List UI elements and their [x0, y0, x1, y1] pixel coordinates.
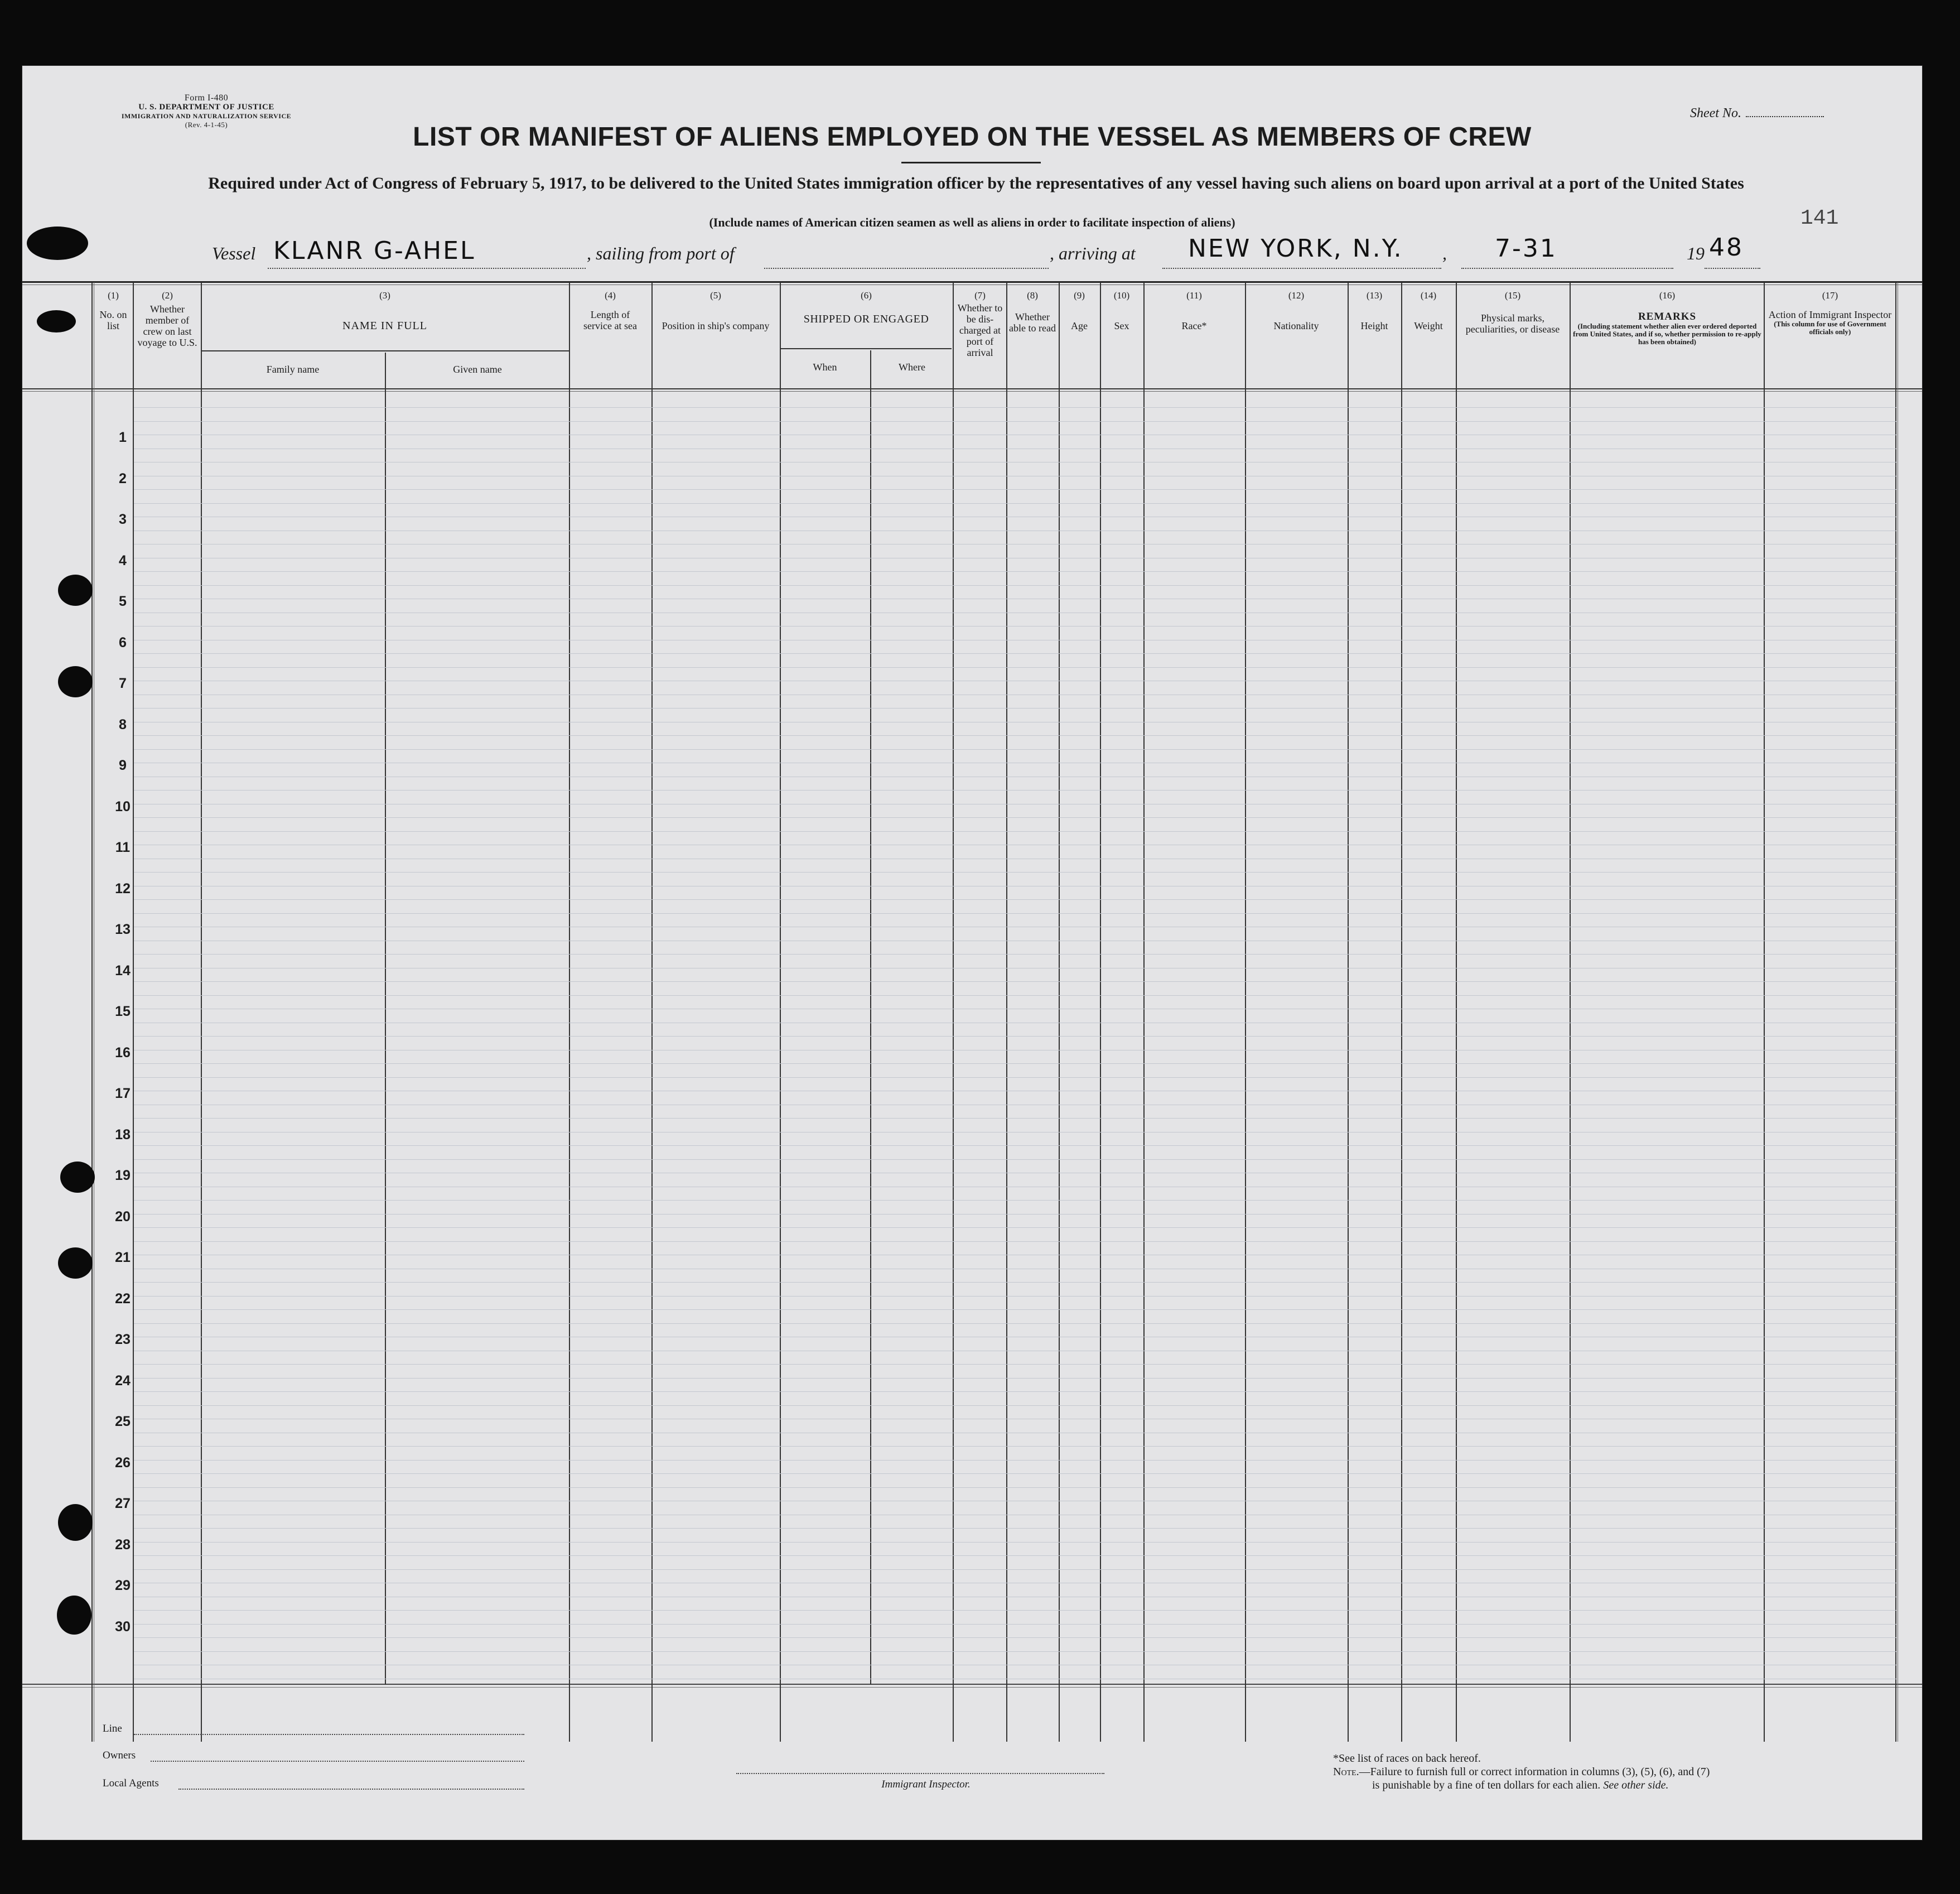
ruling-line [134, 1487, 1896, 1488]
ruling-line [134, 872, 1896, 873]
row-number: 14 [115, 962, 131, 979]
col-label: Whether to be dis-charged at port of arrival [957, 302, 1003, 358]
col-header-no [95, 290, 132, 331]
ruling-line [134, 1077, 1896, 1078]
row-number: 11 [115, 840, 131, 855]
col-number: (3) [379, 290, 390, 301]
col-header-position [656, 290, 775, 331]
binder-hole [58, 1504, 93, 1541]
col-header-height [1349, 290, 1400, 331]
row-number: 10 [115, 798, 131, 815]
col-header-remarks [1573, 290, 1761, 346]
row-number: 29 [115, 1578, 131, 1593]
row-number: 23 [115, 1332, 131, 1347]
binder-hole [58, 1247, 93, 1279]
col-number: (13) [1366, 290, 1383, 301]
line-field[interactable] [134, 1734, 524, 1735]
revision: (Rev. 4-1-45) [185, 121, 228, 129]
col-number: (9) [1074, 290, 1085, 301]
ruling-line [134, 1241, 1896, 1242]
ruling-line [134, 1391, 1896, 1392]
ruling-line [134, 817, 1896, 818]
col-label: Physical marks, peculiarities, or disease [1465, 312, 1560, 335]
col-number: (5) [710, 290, 721, 301]
col-label: Weight [1414, 320, 1443, 331]
col-header-shipped-engaged [780, 290, 953, 325]
col-number: (1) [108, 290, 119, 301]
row-number: 2 [119, 470, 127, 486]
ruling-line [134, 667, 1896, 668]
ruling-line [134, 1542, 1896, 1543]
local-agents-field[interactable] [178, 1789, 524, 1790]
ruling-line [134, 1159, 1896, 1160]
col-header-inspector-action [1766, 290, 1894, 336]
sailing-port-field[interactable] [764, 268, 1049, 269]
ruling-line [134, 1214, 1896, 1215]
row-number: 8 [119, 716, 127, 732]
row-number: 4 [119, 552, 127, 568]
row-number: 17 [115, 1086, 131, 1101]
ruling-line [134, 749, 1896, 750]
ruling-line [134, 1637, 1896, 1638]
row-number: 25 [115, 1414, 131, 1429]
col-label: SHIPPED OR ENGAGED [803, 313, 929, 325]
races-note: *See list of races on back hereof. [1333, 1752, 1481, 1765]
row-number: 5 [119, 594, 127, 609]
ruling-line [134, 421, 1896, 422]
col-label: Action of Immigrant Inspector [1768, 309, 1892, 320]
row-number: 18 [115, 1126, 131, 1143]
col-label: Length of service at sea [583, 309, 637, 331]
row-number: 28 [115, 1536, 131, 1553]
note-label: Note. [1333, 1766, 1359, 1778]
manifest-sheet [22, 66, 1922, 1840]
note-text: —Failure to furnish full or correct information in columns (3), (5), (6), and (7) [1359, 1766, 1710, 1778]
col-header-discharged [955, 290, 1005, 358]
title-underline [901, 162, 1041, 163]
owners-label: Owners [103, 1750, 136, 1761]
col-number: (8) [1027, 290, 1038, 301]
row-number: 21 [115, 1250, 131, 1265]
arriving-label: , arriving at [1050, 243, 1136, 263]
col-header-length-of-service [576, 290, 645, 331]
col-label: Position in ship's company [662, 320, 770, 331]
ruling-line [134, 571, 1896, 572]
ruling-line [134, 1118, 1896, 1119]
col-header-age [1060, 290, 1099, 331]
fine-note [1333, 1765, 1710, 1779]
row-number: 15 [115, 1004, 131, 1019]
row-number: 16 [115, 1044, 131, 1061]
year-suffix[interactable]: 48 [1709, 233, 1744, 262]
form-number: Form I-480 [184, 93, 229, 103]
ruling-line [134, 1036, 1896, 1037]
row-number: 6 [119, 634, 127, 650]
ruling-line [134, 503, 1896, 504]
page-title: LIST OR MANIFEST OF ALIENS EMPLOYED ON THE VESSEL AS MEMBERS OF CREW [413, 122, 1532, 152]
ruling-line [134, 1651, 1896, 1652]
ruling-line [134, 981, 1896, 982]
binder-hole [27, 226, 88, 260]
ruling-line [134, 1460, 1896, 1461]
col-header-physical-marks [1459, 290, 1566, 335]
row-number: 30 [115, 1618, 131, 1635]
sheet-number-label: Sheet No. [1690, 106, 1741, 121]
ruling-line [134, 1610, 1896, 1611]
col-number: (7) [974, 290, 986, 301]
ruling-line [134, 1555, 1896, 1556]
ruling-line [134, 407, 1896, 408]
ruling-line [134, 1063, 1896, 1064]
col-number: (17) [1822, 290, 1838, 301]
ruling-line [134, 1282, 1896, 1283]
ruling-line [134, 1405, 1896, 1406]
ruling-line [134, 831, 1896, 832]
arrival-date[interactable]: 7-31 [1495, 234, 1557, 263]
col-label: Height [1360, 320, 1388, 331]
inspector-signature-field[interactable] [736, 1773, 1104, 1774]
ruling-line [134, 585, 1896, 586]
service: IMMIGRATION AND NATURALIZATION SERVICE [121, 112, 292, 120]
ruling-line [134, 735, 1896, 736]
sheet-number-field[interactable] [1690, 106, 1824, 121]
col-label: REMARKS [1638, 311, 1697, 322]
col-header-given-name: Given name [453, 364, 502, 375]
col-number: (16) [1659, 290, 1676, 301]
ruling-line [134, 1569, 1896, 1570]
col-header-family-name: Family name [266, 364, 320, 375]
ruling-line [134, 1309, 1896, 1310]
department: U. S. DEPARTMENT OF JUSTICE [138, 103, 274, 112]
row-number: 19 [115, 1168, 131, 1183]
stamp-number: 141 [1800, 206, 1839, 230]
year-prefix: 19 [1687, 243, 1705, 263]
row-number: 12 [115, 880, 131, 897]
col-sublabel: (Including statement whether alien ever ordered deported from United States, and if so, whether permission to re-apply has been obtained) [1573, 322, 1761, 346]
ruling-line [134, 489, 1896, 490]
col-number: (2) [162, 290, 173, 301]
arriving-port[interactable]: NEW YORK, N.Y. [1188, 234, 1403, 263]
col-number: (10) [1113, 290, 1130, 301]
row-number: 20 [115, 1208, 131, 1225]
row-number: 9 [119, 758, 127, 773]
col-number: (6) [861, 290, 872, 301]
row-number: 7 [119, 676, 127, 691]
row-number: 13 [115, 922, 131, 937]
ruling-line [134, 1528, 1896, 1529]
col-number: (12) [1288, 290, 1305, 301]
ruling-line [134, 1296, 1896, 1297]
row-number: 24 [115, 1372, 131, 1389]
note-text-2: is punishable by a fine of ten dollars for each alien. [1372, 1779, 1601, 1791]
ruling-line [134, 1145, 1896, 1146]
ruling-line [134, 1624, 1896, 1625]
owners-field[interactable] [151, 1761, 524, 1762]
row-number: 22 [115, 1290, 131, 1307]
binder-hole [60, 1162, 95, 1193]
ruling-line [134, 899, 1896, 900]
col-label: No. on list [99, 309, 127, 331]
col-header-sex [1101, 290, 1142, 331]
col-header-able-to-read [1007, 290, 1058, 334]
binder-hole [58, 575, 93, 606]
comma: , [1442, 243, 1447, 263]
col-label: Age [1071, 320, 1088, 331]
ruling-line [134, 1364, 1896, 1365]
col-sublabel: (This column for use of Government officials only) [1774, 320, 1886, 336]
ruling-line [134, 1323, 1896, 1324]
row-number: 26 [115, 1454, 131, 1471]
col-header-when: When [813, 362, 837, 373]
line-label: Line [103, 1723, 122, 1734]
col-header-weight [1402, 290, 1455, 331]
col-label: Race* [1181, 320, 1207, 331]
ruling-line [134, 1227, 1896, 1228]
col-label: Sex [1114, 320, 1129, 331]
col-header-member-last-voyage [135, 290, 200, 348]
col-label: Whether member of crew on last voyage to U.S. [137, 303, 197, 348]
sailing-label: , sailing from port of [587, 243, 735, 263]
ruling-line [134, 708, 1896, 709]
ruling-line [134, 1378, 1896, 1379]
col-header-where: Where [899, 362, 925, 373]
col-label: Nationality [1273, 320, 1319, 331]
col-label: NAME IN FULL [342, 320, 427, 332]
binder-hole [37, 310, 76, 332]
row-number: 1 [119, 430, 127, 445]
col-number: (11) [1186, 290, 1202, 301]
row-number: 3 [119, 512, 127, 527]
binder-hole [57, 1596, 91, 1635]
ruling-line [134, 913, 1896, 914]
ruling-line [134, 653, 1896, 654]
ruling-line [134, 1200, 1896, 1201]
ruling-line [134, 1473, 1896, 1474]
ruling-line [134, 1446, 1896, 1447]
local-agents-label: Local Agents [103, 1777, 159, 1789]
col-header-name [201, 290, 569, 331]
col-header-nationality [1246, 290, 1346, 331]
ruling-line [134, 790, 1896, 791]
col-number: (4) [605, 290, 616, 301]
col-number: (14) [1420, 290, 1437, 301]
vessel-name[interactable]: KLANR G-AHEL [273, 237, 476, 265]
ruling-line [134, 954, 1896, 955]
inspector-label: Immigrant Inspector. [881, 1779, 971, 1790]
fine-note-continued [1372, 1779, 1669, 1792]
col-number: (15) [1504, 290, 1521, 301]
see-other-side: See other side. [1603, 1779, 1669, 1791]
col-header-race [1145, 290, 1244, 331]
ruling-line [134, 995, 1896, 996]
col-label: Whether able to read [1009, 311, 1056, 334]
vessel-label: Vessel [212, 243, 256, 263]
requirement-text: Required under Act of Congress of February 5, 1917, to be delivered to the United States immigration officer by the representatives of any vessel having such aliens on board upon arrival at a port of the United States [208, 174, 1744, 192]
binder-hole [58, 666, 93, 697]
include-note: (Include names of American citizen seamen as well as aliens in order to facilitate inspection of aliens) [709, 215, 1235, 229]
row-number: 27 [115, 1496, 131, 1511]
